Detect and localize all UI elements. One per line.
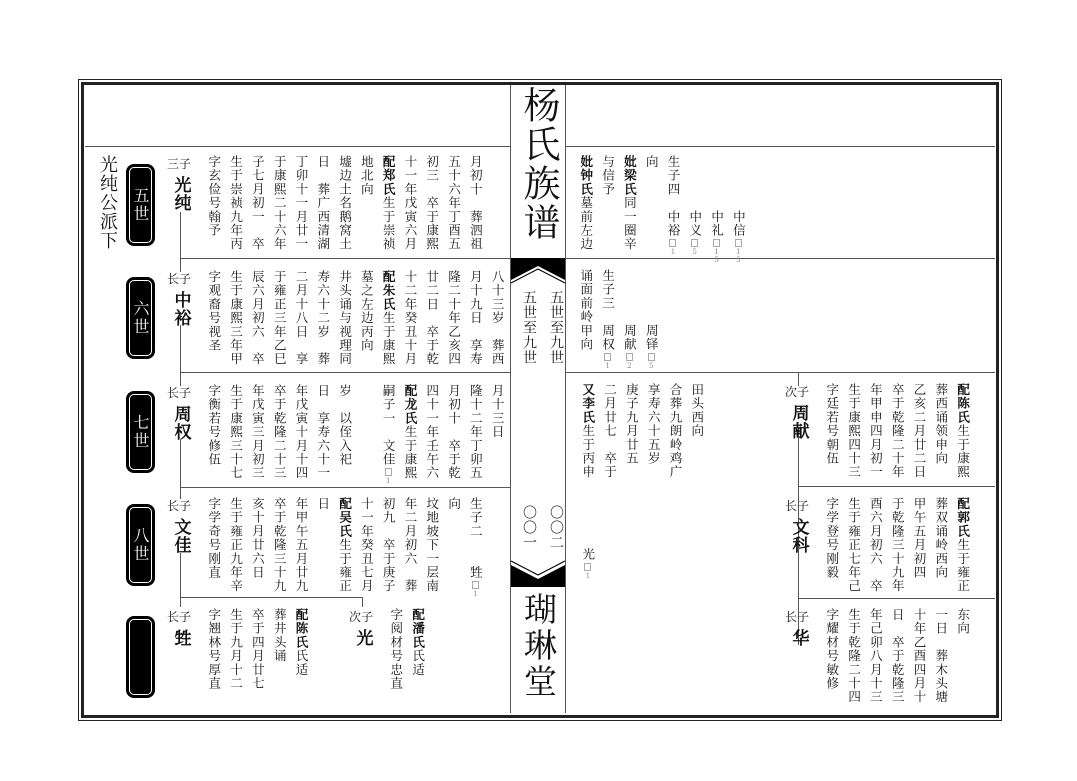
- page-number-right: 〇〇二: [548, 505, 564, 550]
- header-line-left: [85, 146, 510, 147]
- column-text: 字阅材号忠直: [388, 608, 404, 691]
- column-text: 嗣子一 文佳: [381, 384, 397, 467]
- text-column: [465, 270, 487, 366]
- lineage-label: 光纯公派下: [97, 155, 118, 250]
- text-column: [377, 384, 399, 485]
- relation-label: 长子: [166, 499, 191, 513]
- spouse-name: 配陈氏: [955, 383, 971, 425]
- text-column: [619, 269, 641, 370]
- column-text: 甲午五月初四: [911, 497, 927, 580]
- header-line-right: [565, 146, 995, 147]
- text-column: [399, 497, 421, 598]
- text-column: [225, 497, 247, 598]
- text-column: [930, 383, 952, 479]
- left-branch-line: [180, 258, 510, 259]
- column-text: 丁卯十一月廿一: [293, 155, 309, 251]
- page-ref[interactable]: [596, 353, 618, 370]
- text-column: [443, 155, 465, 251]
- page-ref[interactable]: [639, 353, 661, 370]
- text-column: [268, 384, 290, 485]
- column-text: 二月廿七 卒于: [602, 383, 618, 479]
- text-column: [443, 497, 465, 598]
- relation-label: 长子: [166, 386, 191, 400]
- page-ref-icon: [626, 353, 633, 361]
- person-name: 中裕: [170, 291, 191, 327]
- column-text: 墓前左边: [578, 196, 594, 251]
- column-text: 二月十八日 享: [293, 270, 309, 366]
- text-column: [247, 270, 269, 366]
- left-branch-line: [180, 487, 510, 488]
- column-text: 享寿六十五岁: [646, 383, 662, 466]
- text-column: [225, 155, 247, 251]
- column-text: 卒于乾隆三十九: [272, 497, 288, 593]
- column-text: 生于崇祯九年丙: [228, 155, 244, 251]
- text-column: [908, 608, 930, 704]
- column-text: 字耀材号敏修: [824, 608, 840, 691]
- text-column: [421, 384, 443, 485]
- column-text: 于康熙二十六年: [272, 155, 288, 251]
- person-name: 华: [788, 629, 809, 647]
- text-column: [930, 497, 952, 593]
- column-text: 十二年癸丑十月: [402, 270, 418, 366]
- person-name: 文科: [788, 518, 809, 554]
- text-column: [407, 608, 429, 690]
- text-column: [865, 383, 887, 479]
- column-text: 生于康熙三年甲: [228, 270, 244, 366]
- left-tree-line: [362, 597, 363, 607]
- column-text: 生于崇祯: [381, 196, 397, 251]
- column-text: 周铎: [644, 269, 660, 352]
- text-column: [465, 384, 487, 485]
- column-text: 生于康熙三十七: [228, 384, 244, 480]
- column-text: 生于雍正七年己: [846, 497, 862, 593]
- text-column: [886, 497, 908, 593]
- text-column: [268, 270, 290, 366]
- page-ref-icon: [648, 353, 655, 361]
- page-ref-number: 15: [712, 248, 721, 265]
- text-column: [843, 608, 865, 704]
- page-ref[interactable]: [376, 468, 398, 485]
- spouse-name: 配潘氏: [410, 608, 426, 650]
- text-column: [268, 497, 290, 598]
- column-text: 字廷若号朝伍: [824, 383, 840, 466]
- text-column: [225, 608, 247, 690]
- text-column: [247, 155, 269, 251]
- text-column: [377, 270, 399, 366]
- text-column: [247, 608, 269, 690]
- page-ref-icon: [584, 563, 591, 571]
- text-column: [686, 383, 708, 580]
- column-text: 月初十 葬泗祖: [468, 155, 484, 251]
- column-text: 生于康熙四十三: [846, 383, 862, 479]
- right-branch-line: [798, 486, 995, 487]
- page-ref-number: 2: [625, 362, 634, 371]
- column-text: 酉六月初六 卒: [868, 497, 884, 593]
- page-ref-icon: [385, 468, 392, 476]
- column-text: 十一年戊寅六月: [402, 155, 418, 251]
- text-column: [821, 608, 843, 704]
- page-ref-icon: [713, 239, 720, 247]
- left-tree-line: [180, 325, 181, 372]
- spouse-name: 配吴氏: [337, 497, 353, 539]
- column-text: 田头西向: [689, 383, 705, 438]
- center-divider-left: [510, 85, 511, 713]
- text-column: [203, 497, 225, 598]
- text-column: [268, 155, 290, 251]
- text-column: [203, 384, 225, 485]
- text-column: [465, 497, 487, 598]
- spouse-name: 配朱氏: [381, 270, 397, 312]
- column-text: 字衡若号修伍: [206, 384, 222, 467]
- text-column: [203, 155, 225, 251]
- text-column: [356, 384, 378, 485]
- text-column: [312, 155, 334, 251]
- text-column: [575, 155, 597, 264]
- column-text: 卒于乾隆二十三: [272, 384, 288, 480]
- text-column: [597, 155, 619, 264]
- text-column: [843, 497, 865, 593]
- text-column: [619, 155, 641, 264]
- column-text: 生于康熙: [381, 311, 397, 366]
- page-ref[interactable]: [464, 581, 486, 598]
- left-branch-line: [180, 372, 510, 373]
- column-text: 生于雍正: [337, 538, 353, 593]
- page-ref-number: 5: [647, 362, 656, 371]
- left-tree-line: [180, 440, 181, 487]
- column-text: 墓之左边丙向: [359, 270, 375, 353]
- text-column: [421, 155, 443, 251]
- relation-label: 长子: [784, 610, 809, 624]
- column-text: 地北向: [359, 155, 375, 197]
- column-text: 日: [315, 497, 331, 511]
- spouse-name: 配陈氏: [293, 608, 309, 650]
- column-text: 字学登号刚毅: [824, 497, 840, 580]
- generation-badge: 六世: [127, 278, 154, 358]
- text-column: [930, 608, 952, 704]
- relation-label: 三子: [166, 157, 191, 171]
- column-text: 子七月初一 卒: [250, 155, 266, 251]
- column-text: 年己卯八月十三: [868, 608, 884, 704]
- text-column: [640, 155, 662, 264]
- text-column: [843, 383, 865, 479]
- relation-label: 长子: [166, 610, 191, 624]
- column-text: 日 享寿六十一: [315, 384, 331, 480]
- text-column: [443, 384, 465, 485]
- column-text: 十年乙酉四月十: [911, 608, 927, 704]
- book-title: 杨氏族谱: [517, 86, 560, 242]
- column-text: 与信予: [600, 155, 616, 197]
- column-text: 生子四 中裕: [665, 155, 681, 238]
- column-text: 葬井头诵: [272, 608, 288, 663]
- relation-label: 次子: [784, 385, 809, 399]
- relation-label: 次子: [348, 610, 373, 624]
- text-column: [621, 383, 643, 580]
- person-name: 光纯: [170, 176, 191, 212]
- text-column: [886, 383, 908, 479]
- generation-badge: 八世: [127, 505, 154, 585]
- right-row-line: [565, 372, 995, 373]
- page-ref-icon: [735, 239, 742, 247]
- text-column: [356, 270, 378, 366]
- text-column: [865, 608, 887, 704]
- column-text: 卒于乾隆二十年: [890, 383, 906, 479]
- column-text: 生于乾隆二十四: [846, 608, 862, 704]
- text-column: [290, 155, 312, 251]
- column-text: 诵面前岭甲向: [578, 269, 594, 352]
- relation-label: 长子: [166, 272, 191, 286]
- column-text: 乙亥二月廿二日: [911, 383, 927, 479]
- column-text: 辰六月初六 卒: [250, 270, 266, 366]
- text-column: [385, 608, 407, 690]
- text-column: [312, 497, 334, 598]
- text-column: [268, 608, 290, 690]
- text-column: [312, 384, 334, 485]
- page-ref-number: 15: [734, 248, 743, 265]
- text-column: [821, 497, 843, 593]
- page-ref-icon: [669, 239, 676, 247]
- column-text: 岁 以侄入祀: [337, 384, 353, 467]
- column-text: 隆二十年乙亥四: [446, 270, 462, 366]
- text-column: [728, 155, 750, 264]
- page-ref-number: 1: [583, 572, 592, 581]
- page-ref[interactable]: [727, 239, 749, 264]
- text-column: [684, 155, 706, 264]
- text-column: [421, 270, 443, 366]
- column-text: 同一圈辛: [622, 196, 638, 251]
- text-column: [247, 384, 269, 485]
- column-text: 初九 卒于庚子: [381, 497, 397, 593]
- text-column: [290, 270, 312, 366]
- text-column: [908, 383, 930, 479]
- text-column: [577, 383, 599, 580]
- column-text: 坟地坡下一层南: [424, 497, 440, 593]
- text-column: [290, 384, 312, 485]
- column-text: 年戊寅三月初三: [250, 384, 266, 480]
- text-column: [486, 270, 508, 366]
- column-text: 年戊寅十月十四: [293, 384, 309, 480]
- person-name: 文佳: [170, 518, 191, 554]
- column-text: 亥十月廿六日: [250, 497, 266, 580]
- chevron-down-icon: [511, 560, 565, 587]
- text-column: [465, 155, 487, 251]
- text-column: [377, 497, 399, 598]
- text-column: [640, 269, 662, 370]
- page-ref-number: 1: [471, 590, 480, 599]
- column-text: 东向: [955, 608, 971, 636]
- chevron-up-icon: [511, 258, 565, 284]
- column-text: 初三 卒于康熙: [424, 155, 440, 251]
- text-column: [203, 608, 225, 690]
- person-name: 周献: [788, 404, 809, 440]
- center-divider-right: [565, 85, 566, 713]
- text-column: [290, 497, 312, 598]
- column-text: 一日 葬木头塘: [933, 608, 949, 704]
- text-column: [356, 155, 378, 251]
- text-column: [312, 270, 334, 366]
- column-text: 中信: [731, 155, 747, 238]
- column-text: 年二月初六 葬: [402, 497, 418, 593]
- text-column: [865, 497, 887, 593]
- text-column: [334, 384, 356, 485]
- text-column: [952, 608, 974, 704]
- page-ref-icon: [604, 353, 611, 361]
- column-text: 月初十 卒于乾: [446, 384, 462, 480]
- spouse-name: 又李氏: [580, 383, 596, 425]
- column-text: 生于康熙: [402, 425, 418, 480]
- page-ref-icon: [472, 581, 479, 589]
- column-text: 日 葬广西清湖: [315, 155, 331, 251]
- column-text: 周献: [622, 269, 638, 352]
- text-column: [597, 269, 619, 370]
- column-text: 生于雍正九年辛: [228, 497, 244, 593]
- text-column: [247, 497, 269, 598]
- text-column: [599, 383, 621, 580]
- spouse-name: 配郑氏: [381, 155, 397, 197]
- page-ref[interactable]: [618, 353, 640, 370]
- column-text: 五十六年丁酉五: [446, 155, 462, 251]
- column-text: 廿二日 卒于乾: [424, 270, 440, 366]
- text-column: [334, 497, 356, 598]
- column-text: 年甲申四月初一: [868, 383, 884, 479]
- generation-badge: 七世: [127, 392, 154, 472]
- text-column: [290, 608, 312, 690]
- left-tree-line: [180, 212, 181, 258]
- page-ref-number: 1: [603, 362, 612, 371]
- text-column: [821, 383, 843, 479]
- generation-badge: [127, 617, 154, 697]
- text-column: [225, 384, 247, 485]
- column-text: 字翘林号厚直: [206, 608, 222, 691]
- column-text: 十一年癸丑七月: [359, 497, 375, 593]
- spouse-name: 妣钟氏: [578, 155, 594, 197]
- column-text: 字观裔号视圣: [206, 270, 222, 353]
- column-text: 中礼: [709, 155, 725, 238]
- text-column: [399, 384, 421, 485]
- text-column: [486, 384, 508, 485]
- column-text: 向: [446, 497, 462, 511]
- column-text: 合葬九朗岭鸡广: [667, 383, 683, 479]
- column-text: 寿六十二岁 葬: [315, 270, 331, 366]
- column-text: 字玄俭号翰予: [206, 155, 222, 238]
- spouse-name: 配龙氏: [402, 384, 418, 426]
- text-column: [664, 383, 686, 580]
- column-text: 日 卒于乾隆三: [890, 608, 906, 704]
- text-column: [334, 155, 356, 251]
- right-branch-line: [798, 598, 995, 599]
- hall-name: 瑚琳堂: [519, 592, 558, 700]
- column-text: 隆十二年丁卯五: [468, 384, 484, 480]
- text-column: [575, 269, 597, 370]
- text-column: [203, 270, 225, 366]
- page-ref[interactable]: [683, 239, 705, 256]
- column-text: 生于康熙: [955, 424, 971, 479]
- column-text: 井头诵与视理同: [337, 270, 353, 366]
- person-name: 甡: [170, 629, 191, 647]
- generation-range-left: 五世至九世: [521, 290, 537, 365]
- column-text: 月十三日: [490, 384, 506, 439]
- page-ref[interactable]: [705, 239, 727, 264]
- column-text: 向: [644, 155, 660, 169]
- text-column: [225, 270, 247, 366]
- page-ref[interactable]: [576, 563, 598, 580]
- text-column: [356, 497, 378, 598]
- column-text: 中义: [687, 155, 703, 238]
- spouse-name: 配郭氏: [955, 497, 971, 539]
- text-column: [662, 155, 684, 264]
- relation-label: 长子: [784, 499, 809, 513]
- text-column: [443, 270, 465, 366]
- column-text: 年甲午五月廿九: [293, 497, 309, 593]
- text-column: [952, 383, 974, 479]
- column-text: 四十一年壬午六: [424, 384, 440, 480]
- column-text: 字学奇号刚直: [206, 497, 222, 580]
- column-text: 生于雍正: [955, 538, 971, 593]
- text-column: [377, 155, 399, 251]
- page-number-left: 〇〇一: [521, 505, 537, 550]
- text-column: [908, 497, 930, 593]
- page-ref-icon: [691, 239, 698, 247]
- left-tree-line: [180, 553, 181, 607]
- column-text: 葬双诵岭西向: [933, 497, 949, 580]
- page-ref-number: 1: [668, 248, 677, 257]
- text-column: [399, 270, 421, 366]
- column-text: 生于丙申 光: [580, 424, 596, 562]
- text-column: [421, 497, 443, 598]
- column-text: 生于九月十二: [228, 608, 244, 691]
- column-text: 葬西诵领申向: [933, 383, 949, 466]
- column-text: 生子三 周权: [600, 269, 616, 352]
- text-column: [334, 270, 356, 366]
- page-ref-number: 5: [690, 248, 699, 257]
- generation-badge: 五世: [127, 165, 154, 245]
- page-ref-number: 1: [384, 477, 393, 486]
- column-text: 氏适: [410, 649, 426, 677]
- text-column: [886, 608, 908, 704]
- column-text: 于雍正三年乙巳: [272, 270, 288, 366]
- person-name: 周权: [170, 405, 191, 441]
- column-text: 生子二 甡: [468, 497, 484, 580]
- text-column: [706, 155, 728, 264]
- text-column: [399, 155, 421, 251]
- column-text: 八十三岁 葬西: [490, 270, 506, 366]
- spouse-name: 妣梁氏: [622, 155, 638, 197]
- column-text: 于乾隆三十九年: [890, 497, 906, 593]
- generation-range-right: 五世至九世: [548, 290, 564, 365]
- text-column: [952, 497, 974, 593]
- column-text: 氏适: [293, 649, 309, 677]
- column-text: 卒于四月廿七: [250, 608, 266, 691]
- page-ref[interactable]: [661, 239, 683, 256]
- person-name: 光: [352, 629, 373, 647]
- column-text: 墟边土名鹅窝土: [337, 155, 353, 251]
- column-text: 庚子九月廿五: [624, 383, 640, 466]
- text-column: [642, 383, 664, 580]
- column-text: 月十九日 享寿: [468, 270, 484, 366]
